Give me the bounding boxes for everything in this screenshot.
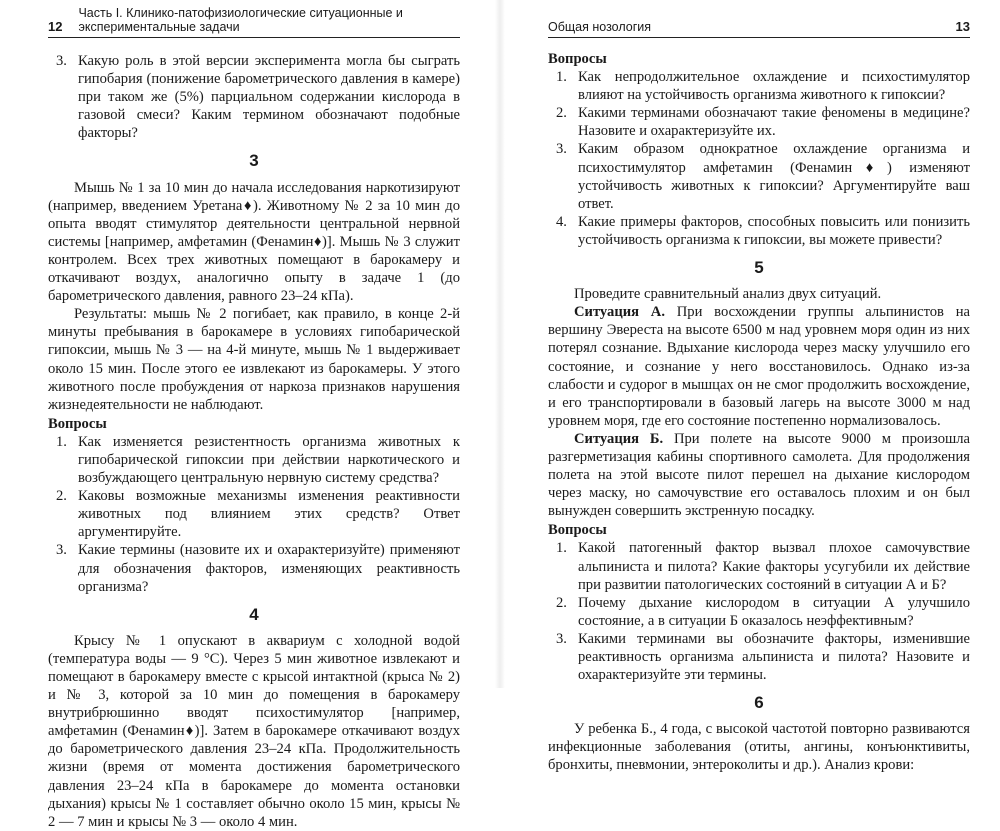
right-page-content	[548, 50, 970, 775]
task-paragraph: Мышь № 1 за 10 мин до начала исследования наркотизируют (например, введением Уретана♦). Животному № 2 за 10 мин до опыта вводят стимулятор деятельности центральной нервной системы [например, амфетамин (Фенамин♦)]. Мышь № 3 служит контролем. Всех трех животных помещают в барокамеру и откачивают воздух, аналогично опыту в задаче 1 (до барометрического давления, равного 23–24 кПа).	[48, 179, 460, 305]
situation-label: Ситуация Б.	[574, 430, 664, 447]
questions-heading: Вопросы	[48, 415, 107, 432]
situation-text: При полете на высоте 9000 м произошла разгерметизация кабины спортивного самолета. Для продолжения полета на этой высоте пилот перешел на дыхание кислородом через маску, но самочувствие его оставалось плохим и он был вынужден совершить экстренную посадку.	[548, 430, 970, 520]
list-item: 1. Как непродолжительное охлаждение и психостимулятор влияют на устойчивость организма животного к гипоксии?	[556, 69, 970, 104]
task-number: 4	[249, 604, 259, 624]
list-item: 3. Какую роль в этой версии эксперимента могла бы сыграть гипобария (понижение барометрического давления в камере) при таком же (5%) парциальном содержании кислорода в газовой смеси? Каким термином обозначают подобные факторы?	[56, 53, 460, 142]
task-number: 5	[754, 258, 764, 278]
questions-heading: Вопросы	[548, 51, 607, 67]
task-paragraph: Крысу № 1 опускают в аквариум с холодной водой (температура воды — 9 °С). Через 5 мин животное извлекают и помещают в барокамеру вместе с крысой интактной (крыса № 2) и № 3, которой за 10 мин до помещения в барокамеру внутрибрюшинно вводят психостимулятор [например, амфетамин (Фенамин♦)]. Затем в барокамере откачивают воздух до барометрического давления 23–24 кПа. Продолжительность жизни (время от момента достижения барометрического давления 23–24 кПа в барокамере до момента остановки дыхания) крысы № 1 составляет обычно около 15 мин, крысы № 2 — 7 мин и крысы № 3 — около 4 мин.	[48, 632, 460, 830]
task-number: 6	[754, 693, 764, 713]
list-item: 1. Какой патогенный фактор вызвал плохое самочувствие альпиниста и пилота? Какие факторы усугубили их действие при развитии патологических состояний в ситуации А и Б?	[556, 540, 970, 593]
running-head: Часть I. Клинико-патофизиологические ситуационные и экспериментальные задачи	[78, 6, 403, 34]
task-paragraph: Проведите сравнительный анализ двух ситуаций.	[574, 286, 882, 303]
situation-a	[548, 303, 970, 430]
list-item: 4. Какие примеры факторов, способных повысить или понизить устойчивость организма к гипоксии, вы можете привести?	[556, 213, 970, 248]
list-item: 3. Какими терминами вы обозначите факторы, изменившие реактивность организма альпиниста и пилота? Назовите и охарактеризуйте эти термины.	[556, 630, 970, 684]
right-page	[510, 0, 1000, 774]
left-page	[0, 0, 490, 830]
list-item: 2. Каковы возможные механизмы изменения реактивности животных под влиянием этих средств? Ответ аргументируйте.	[56, 488, 460, 541]
list-item: 2. Почему дыхание кислородом в ситуации А улучшило состояние, а в ситуации Б оказалось неэффективным?	[556, 594, 970, 629]
task-paragraph: Результаты: мышь № 2 погибает, как правило, в конце 2-й минуты пребывания в барокамере в условиях гипобарической гипоксии, мышь № 3 — на 4-й минуте, мышь № 1 выдерживает около 15 мин. После этого ее извлекают из барокамеры. У этого животного после пробуждения от наркоза признаков нарушения жизнедеятельности не наблюдают.	[48, 306, 460, 413]
situation-text: При восхождении группы альпинистов на вершину Эвереста на высоте 6500 м над уровнем моря один из них потерял сознание. Вдыхание кислорода через маску улучшило его состояние, и сознание у него восстановилось. Однако из-за слабости и судорог в мышцах он не смог продолжить восхождение, и его транспортировали в базовый лагерь на высоте 3000 м над уровнем моря, где его состояние постепенно нормализовалось.	[548, 304, 970, 429]
task-number: 3	[249, 151, 259, 171]
list-item: 2. Какими терминами обозначают такие феномены в медицине? Назовите и охарактеризуйте их.	[556, 105, 970, 140]
book-gutter	[495, 0, 505, 688]
left-page-header	[48, 0, 460, 38]
carry-over-question	[48, 52, 460, 142]
left-page-content	[48, 52, 460, 831]
situation-label: Ситуация А.	[574, 304, 665, 321]
list-item: 3. Каким образом однократное охлаждение организма и психостимулятор амфетамин (Фенамин♦) изменяют устойчивость животных к гипоксии? Аргументируйте ваш ответ.	[556, 141, 970, 212]
running-head: Общая нозология	[548, 20, 652, 34]
page-number: 12	[48, 19, 63, 34]
questions-list	[548, 539, 970, 684]
right-page-header	[548, 0, 970, 38]
questions-list	[548, 68, 970, 249]
list-item: 3. Какие термины (назовите их и охарактеризуйте) применяют для обозначения факторов, изменяющих реактивность организма?	[56, 542, 460, 595]
questions-heading: Вопросы	[548, 522, 607, 539]
task-paragraph: У ребенка Б., 4 года, с высокой частотой повторно развиваются инфекционные заболевания (отиты, ангины, конъюнктивиты, бронхиты, пневмонии, энтероколиты и др.). Анализ крови:	[548, 721, 970, 774]
page-number: 13	[955, 19, 970, 34]
list-item: 1. Как изменяется резистентность организма животных к гипобарической гипоксии при действии наркотического и возбуждающего центральную нервную систему средства?	[56, 433, 460, 487]
questions-list	[48, 433, 460, 596]
situation-b	[548, 430, 970, 520]
